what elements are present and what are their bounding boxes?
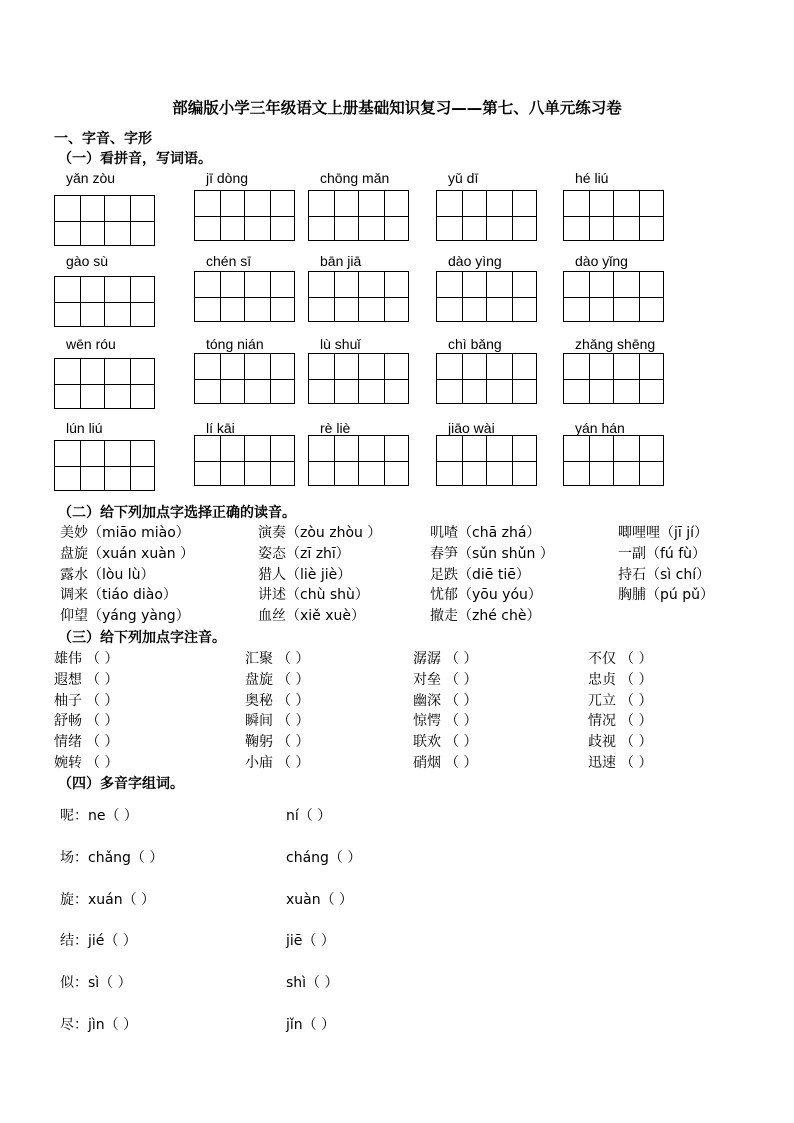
polyphone-reading-b[interactable]: xuàn（ ） [286, 891, 354, 908]
polyphone-reading-a[interactable]: 呢：ne（ ） [60, 808, 138, 824]
annotate-word: 舒畅 [54, 713, 82, 730]
polyphone-reading-a[interactable]: 旋：xuán（ ） [60, 891, 156, 908]
writing-grid-box[interactable] [436, 271, 537, 322]
answer-blank[interactable]: （ ） [445, 734, 478, 751]
section-heading: 一、字音、字形 [54, 131, 152, 147]
answer-blank[interactable]: （ ） [277, 755, 310, 771]
pinyin-label: wēn róu [66, 336, 116, 352]
pinyin-label: hé liú [575, 170, 609, 186]
pinyin-label: yǎn zòu [66, 170, 116, 186]
pinyin-label: jī dòng [206, 170, 249, 186]
reading-choice-item: 胸脯（pú pǔ） [618, 587, 714, 604]
answer-blank[interactable]: （ ） [86, 692, 119, 709]
answer-blank[interactable]: （ ） [277, 671, 310, 688]
pinyin-label: lún liú [66, 420, 103, 436]
annotate-word: 对垒 [413, 671, 441, 688]
writing-grid-box[interactable] [194, 435, 295, 486]
writing-grid-box[interactable] [54, 358, 155, 409]
annotate-word: 婉转 [54, 755, 82, 771]
pinyin-label: rè liè [320, 420, 351, 436]
writing-grid-box[interactable] [308, 353, 409, 404]
reading-choice-item: 叽喳（chā zhá） [430, 525, 541, 541]
answer-blank[interactable]: （ ） [445, 671, 478, 688]
reading-choice-item: 仰望（yáng yàng） [60, 608, 190, 625]
answer-blank[interactable]: （ ） [620, 651, 653, 667]
annotate-word: 小庙 [245, 755, 273, 771]
answer-blank[interactable]: （ ） [620, 755, 653, 771]
writing-grid-box[interactable] [54, 195, 155, 246]
writing-grid-box[interactable] [308, 271, 409, 322]
annotate-word: 不仅 [588, 651, 616, 667]
part2-heading: （二）给下列加点字选择正确的读音。 [58, 505, 296, 521]
writing-grid-box[interactable] [308, 435, 409, 486]
reading-choice-item: 撤走（zhé chè） [430, 608, 541, 625]
answer-blank[interactable]: （ ） [86, 734, 119, 751]
annotate-word: 硝烟 [413, 755, 441, 771]
writing-grid-box[interactable] [436, 435, 537, 486]
pinyin-label: chōng mǎn [320, 170, 390, 186]
writing-grid-box[interactable] [54, 440, 155, 491]
annotate-word: 惊愕 [413, 713, 441, 730]
polyphone-reading-b[interactable]: ní（ ） [286, 808, 332, 824]
pinyin-label: tóng nián [206, 336, 264, 352]
pinyin-label: yán hán [575, 420, 625, 436]
answer-blank[interactable]: （ ） [86, 755, 119, 771]
answer-blank[interactable]: （ ） [445, 692, 478, 709]
pinyin-label: bān jiā [320, 253, 362, 269]
answer-blank[interactable]: （ ） [277, 692, 310, 709]
reading-choice-item: 持石（sì chí） [618, 566, 711, 583]
answer-blank[interactable]: （ ） [620, 671, 653, 688]
annotate-word: 幽深 [413, 692, 441, 709]
reading-choice-item: 忧郁（yōu yóu） [430, 587, 542, 604]
part3-heading: （三）给下列加点字注音。 [58, 630, 226, 646]
polyphone-reading-a[interactable]: 尽：jìn（ ） [60, 1017, 138, 1033]
polyphone-reading-a[interactable]: 似：sì（ ） [60, 975, 132, 992]
writing-grid-box[interactable] [563, 435, 664, 486]
answer-blank[interactable]: （ ） [445, 755, 478, 771]
annotate-word: 迅速 [588, 755, 616, 771]
reading-choice-item: 演奏（zòu zhòu ） [258, 525, 382, 541]
answer-blank[interactable]: （ ） [445, 713, 478, 730]
reading-choice-item: 讲述（chù shù） [258, 587, 369, 604]
annotate-word: 歧视 [588, 734, 616, 751]
pinyin-label: yǔ dī [448, 170, 479, 186]
annotate-word: 汇聚 [245, 651, 273, 667]
pinyin-label: lù shuǐ [320, 336, 361, 352]
annotate-word: 兀立 [588, 692, 616, 709]
writing-grid-box[interactable] [563, 353, 664, 404]
answer-blank[interactable]: （ ） [620, 713, 653, 730]
pinyin-label: chì bǎng [448, 336, 502, 352]
annotate-word: 奥秘 [245, 692, 273, 709]
polyphone-reading-a[interactable]: 场：chǎng（ ） [60, 849, 164, 866]
answer-blank[interactable]: （ ） [620, 734, 653, 751]
reading-choice-item: 姿态（zī zhī） [258, 545, 350, 562]
writing-grid-box[interactable] [436, 353, 537, 404]
answer-blank[interactable]: （ ） [277, 734, 310, 751]
pinyin-label: chén sī [206, 253, 252, 269]
pinyin-label: zhǎng shēng [575, 336, 656, 352]
pinyin-label: lí kāi [206, 420, 235, 436]
reading-choice-item: 猎人（liè jiè） [258, 566, 352, 583]
answer-blank[interactable]: （ ） [445, 651, 478, 667]
polyphone-reading-b[interactable]: jǐn（ ） [286, 1017, 336, 1033]
writing-grid-box[interactable] [194, 353, 295, 404]
answer-blank[interactable]: （ ） [277, 651, 310, 667]
pinyin-label: gào sù [66, 253, 109, 269]
reading-choice-item: 血丝（xiě xuè） [258, 608, 366, 625]
annotate-word: 柚子 [54, 692, 82, 709]
reading-choice-item: 露水（lòu lù） [60, 566, 155, 583]
annotate-word: 遐想 [54, 671, 82, 688]
part4-heading: （四）多音字组词。 [58, 776, 184, 792]
answer-blank[interactable]: （ ） [86, 713, 119, 730]
reading-choice-item: 足跌（diē tiē） [430, 566, 530, 583]
annotate-word: 情况 [588, 713, 616, 730]
writing-grid-box[interactable] [563, 271, 664, 322]
reading-choice-item: 盘旋（xuán xuàn ） [60, 545, 195, 562]
annotate-word: 鞠躬 [245, 734, 273, 751]
reading-choice-item: 一副（fú fù） [618, 545, 707, 562]
page-title: 部编版小学三年级语文上册基础知识复习——第七、八单元练习卷 [172, 99, 622, 117]
annotate-word: 雄伟 [54, 651, 82, 667]
polyphone-reading-b[interactable]: cháng（ ） [286, 849, 362, 866]
writing-grid-box[interactable] [436, 190, 537, 241]
polyphone-reading-a[interactable]: 结：jié（ ） [60, 933, 137, 950]
reading-choice-item: 春笋（sǔn shǔn ） [430, 545, 554, 562]
writing-grid-box[interactable] [194, 190, 295, 241]
reading-choice-item: 唧哩哩（jī jí） [618, 525, 709, 541]
annotate-word: 忠贞 [588, 671, 616, 688]
polyphone-reading-b[interactable]: shì（ ） [286, 975, 339, 992]
polyphone-reading-b[interactable]: jiē（ ） [286, 933, 335, 950]
answer-blank[interactable]: （ ） [277, 713, 310, 730]
annotate-word: 情绪 [54, 734, 82, 751]
writing-grid-box[interactable] [194, 271, 295, 322]
pinyin-label: dào yǐng [575, 253, 628, 269]
pinyin-label: dào yìng [448, 253, 502, 269]
reading-choice-item: 调来（tiáo diào） [60, 587, 177, 604]
reading-choice-item: 美妙（miāo miào） [60, 525, 190, 541]
part1-heading: （一）看拼音，写词语。 [58, 151, 212, 167]
writing-grid-box[interactable] [563, 190, 664, 241]
answer-blank[interactable]: （ ） [86, 651, 119, 667]
annotate-word: 潺潺 [413, 651, 441, 667]
writing-grid-box[interactable] [308, 190, 409, 241]
answer-blank[interactable]: （ ） [86, 671, 119, 688]
writing-grid-box[interactable] [54, 276, 155, 327]
annotate-word: 瞬间 [245, 713, 273, 730]
annotate-word: 联欢 [413, 734, 441, 751]
annotate-word: 盘旋 [245, 671, 273, 688]
pinyin-label: jiāo wài [448, 420, 495, 436]
answer-blank[interactable]: （ ） [620, 692, 653, 709]
